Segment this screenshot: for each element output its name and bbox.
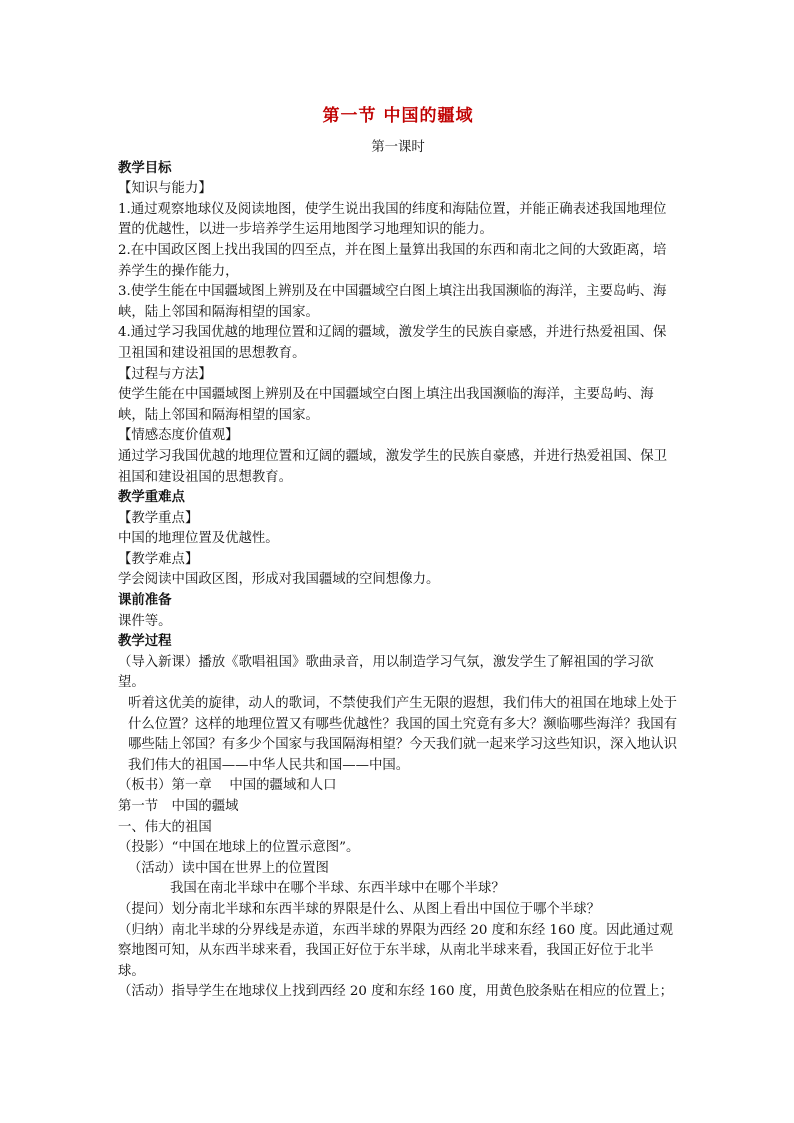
procedure-paragraph: （导入新课）播放《歌唱祖国》歌曲录音，用以制造学习气氛，激发学生了解祖国的学习欲望。 <box>118 654 654 691</box>
prep-heading: 课前准备 <box>118 593 172 609</box>
knowledge-heading: 【知识与能力】 <box>118 181 212 197</box>
procedure-paragraph: （活动）指导学生在地球仪上找到西经 20 度和东经 160 度，用黄色胶条贴在相应的位置上； <box>118 984 674 1000</box>
procedure-paragraph: （投影）“中国在地球上的位置示意图”。 <box>118 840 360 856</box>
difficulty-text: 学会阅读中国政区图，形成对我国疆域的空间想像力。 <box>118 572 440 588</box>
process-text: 使学生能在中国疆域图上辨别及在中国疆域空白图上填注出我国濒临的海洋，主要岛屿、海峡，陆上邻国和隔海相望的国家。 <box>118 387 654 423</box>
procedure-paragraph: （活动）读中国在世界上的位置图 <box>128 860 329 876</box>
knowledge-item: 2.在中国政区图上找出我国的四至点，并在图上量算出我国的东西和南北之间的大致距离，培养学生的操作能力， <box>118 242 667 279</box>
emotion-heading: 【情感态度价值观】 <box>118 428 239 444</box>
lesson-subtitle: 第一课时 <box>371 140 425 155</box>
procedure-paragraph: （提问）划分南北半球和东西半球的界限是什么、从图上看出中国位于哪个半球？ <box>118 901 601 917</box>
prep-text: 课件等。 <box>118 613 172 629</box>
procedure-paragraph: 我国在南北半球中在哪个半球、东西半球中在哪个半球？ <box>170 881 505 897</box>
difficulty-heading: 【教学难点】 <box>118 551 199 567</box>
knowledge-item: 3.使学生能在中国疆域图上辨别及在中国疆域空白图上填注出我国濒临的海洋，主要岛屿、海峡，陆上邻国和隔海相望的国家。 <box>118 284 667 320</box>
procedure-paragraph: 一、伟大的祖国 <box>118 819 212 835</box>
procedure-paragraph: （归纳）南北半球的分界线是赤道，东西半球的界限为西经 20 度和东经 160 度。因此通过观察地图可知，从东西半球来看，我国正好位于东半球，从南北半球来看，我国正好位于北半球。 <box>118 922 674 979</box>
page-title: 第一节 中国的疆域 <box>322 106 474 126</box>
knowledge-item: 1.通过观察地球仪及阅读地图，使学生说出我国的纬度和海陆位置，并能正确表述我国地理位置的优越性，以进一步培养学生运用地图学习地理知识的能力。 <box>118 201 667 238</box>
key-points-heading: 教学重难点 <box>118 490 185 506</box>
procedure-paragraph: 听着这优美的旋律，动人的歌词，不禁使我们产生无限的遐想，我们伟大的祖国在地球上处于什么位置？这样的地理位置又有哪些优越性？我国的国土究竟有多大？濒临哪些海洋？我国有哪些陆上邻国？有多少个国家与我国隔海相望？今天我们就一起来学习这些知识，深入地认识我们伟大的祖国——中华人民共和国——中国。 <box>128 696 678 773</box>
goals-heading: 教学目标 <box>118 160 172 176</box>
focus-heading: 【教学重点】 <box>118 510 199 526</box>
procedure-paragraph: （板书）第一章 中国的疆域和人口 <box>118 778 337 794</box>
document-body <box>118 104 678 1003</box>
procedure-heading: 教学过程 <box>118 634 172 650</box>
emotion-text: 通过学习我国优越的地理位置和辽阔的疆域，激发学生的民族自豪感，并进行热爱祖国、保卫祖国和建设祖国的思想教育。 <box>118 448 668 485</box>
focus-text: 中国的地理位置及优越性。 <box>118 531 279 547</box>
process-heading: 【过程与方法】 <box>118 366 212 382</box>
knowledge-item: 4.通过学习我国优越的地理位置和辽阔的疆域，激发学生的民族自豪感，并进行热爱祖国、保卫祖国和建设祖国的思想教育。 <box>118 325 667 361</box>
procedure-paragraph: 第一节 中国的疆域 <box>118 799 239 814</box>
